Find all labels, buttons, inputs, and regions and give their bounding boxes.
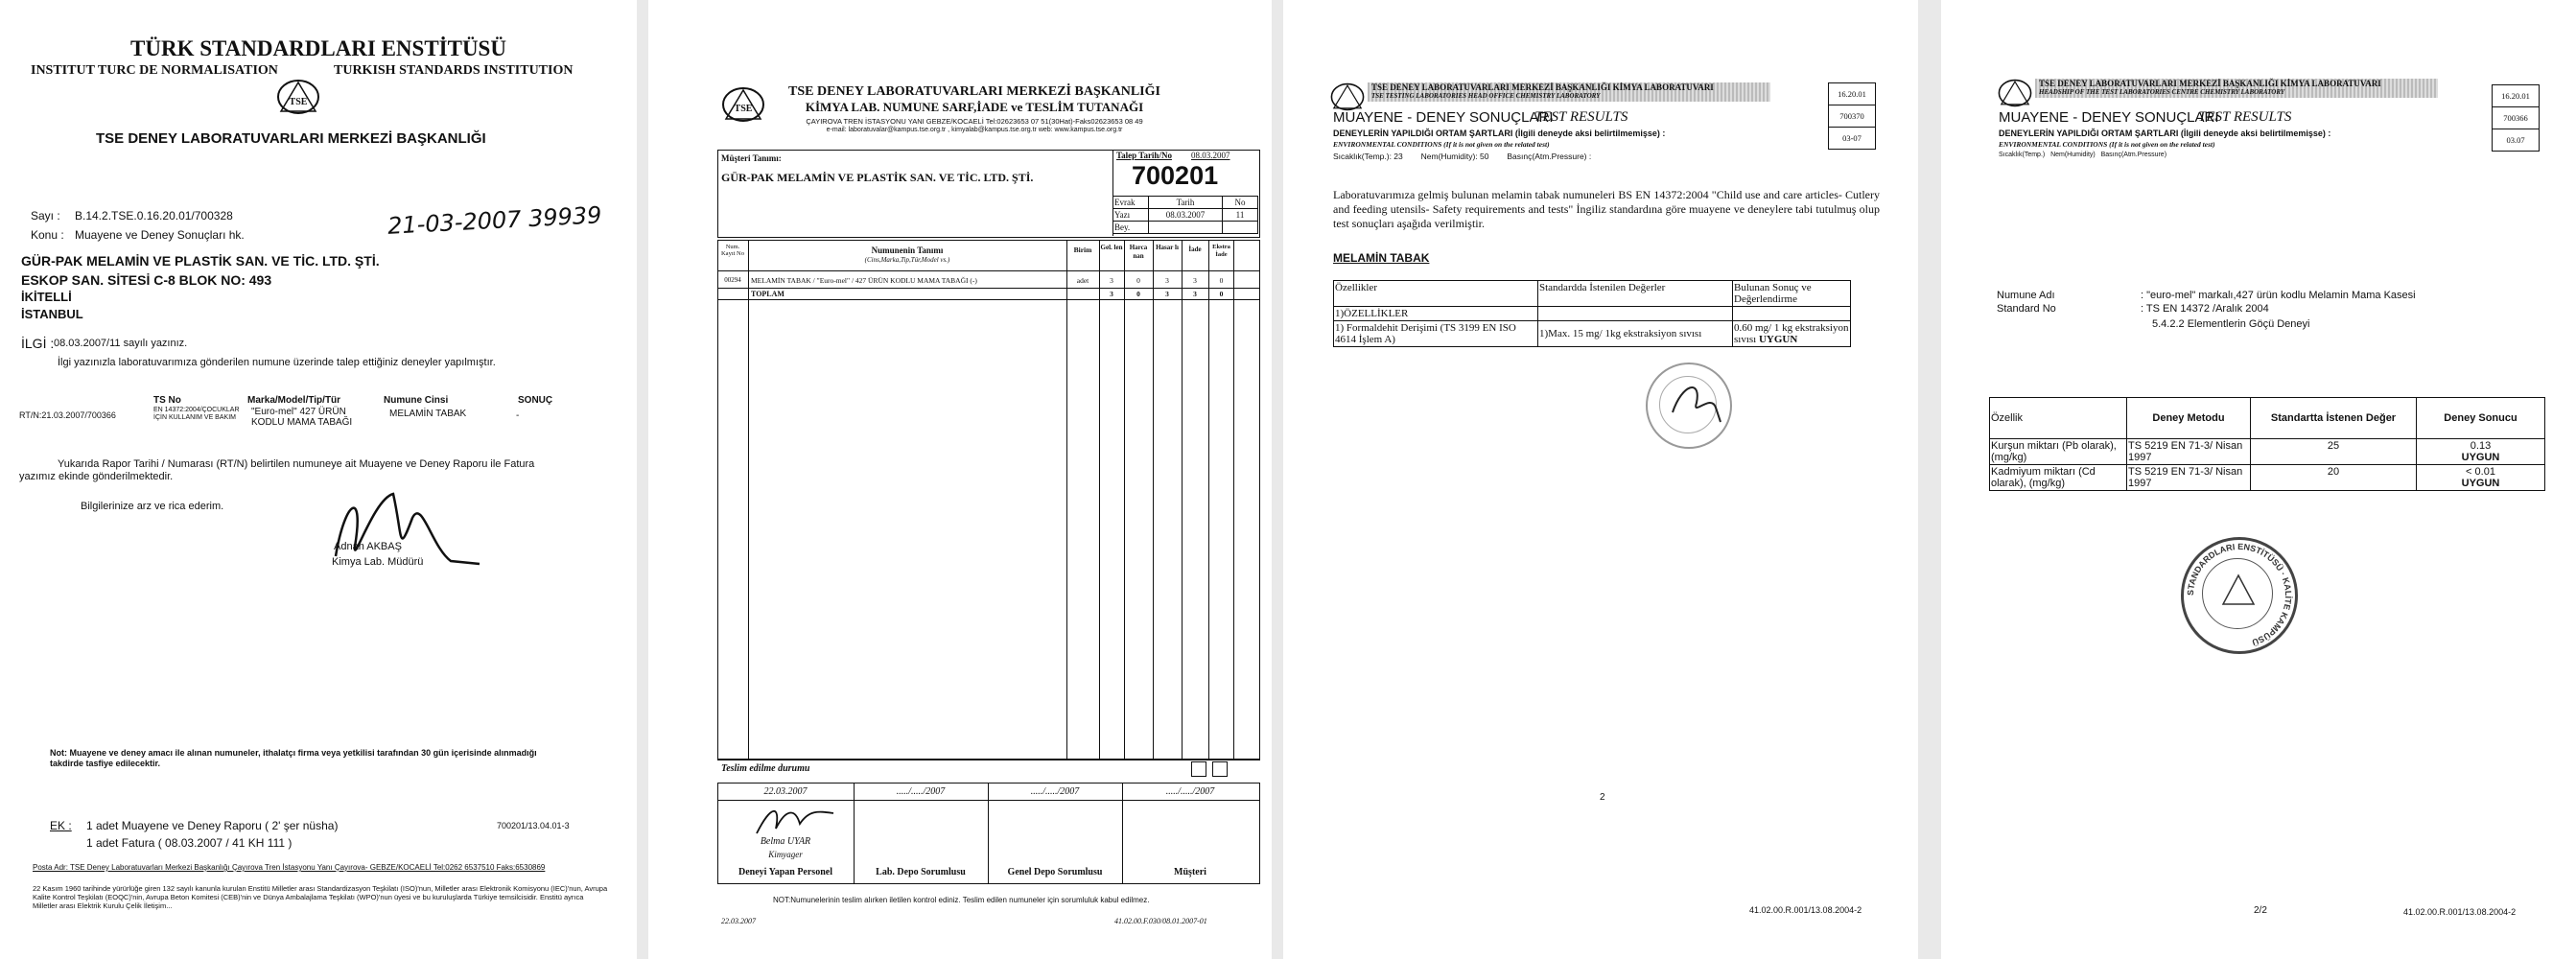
page-number: 2/2 [2254, 905, 2267, 916]
musteri-label: Müşteri Tanımı: [721, 153, 782, 163]
header-line-2: TSE TESTING LABORATORIES HEAD OFFICE CHEMISTRY LABORATORY [1371, 92, 1601, 100]
results-title-tr: MUAYENE - DENEY SONUÇLARI [1999, 109, 2219, 126]
marka-value: "Euro-mel" 427 ÜRÜN KODLU MAMA TABAĞI [251, 407, 353, 428]
row-1-required: 25 [2251, 439, 2417, 465]
col-line [1153, 240, 1154, 760]
test-results-page-2 [1941, 0, 2576, 959]
row1-birim: adet [1076, 276, 1089, 285]
total-label: TOPLAM [751, 290, 785, 298]
col-header-tanim: Numunenin Tanımı [871, 246, 944, 255]
th-required: Standardda İstenilen Değerler [1538, 281, 1733, 307]
col-line [1182, 240, 1183, 760]
col-header-tsno: TS No [153, 395, 181, 406]
col-header-gelen: Gel. len [1100, 244, 1123, 251]
code-1: 16.20.01 [1829, 83, 1876, 105]
total-iade: 3 [1193, 290, 1197, 298]
signature-mark [752, 800, 838, 838]
code-3: 03.07 [2493, 129, 2540, 152]
row1-harcanan: 0 [1136, 276, 1140, 285]
code-box [1828, 82, 1876, 150]
row1-tanim: MELAMİN TABAK / "Euro-mel" / 427 ÜRÜN KODLU MAMA TABAĞI (-) [751, 276, 977, 285]
row-result: 0.60 mg/ 1 kg ekstraksiyon sıvısı [1734, 322, 1849, 345]
date-customer: ...../...../2007 [1165, 786, 1215, 797]
row-1-result: 0.13 [2470, 440, 2492, 452]
col-line [1124, 240, 1125, 760]
footer-code: 41.02.00.R.001/13.08.2004-2 [1749, 905, 1862, 915]
results-table [1333, 280, 1851, 347]
results-table [1989, 397, 2545, 491]
yazi-date: 08.03.2007 [1149, 209, 1223, 222]
body-paragraph-1: İlgi yazınızla laboratuvarımıza gönderilen numune üzerinde talep ettiğiniz deneyler yapılmıştır. [58, 357, 496, 368]
sig-label-lab-depot: Lab. Depo Sorumlusu [876, 867, 966, 877]
footer-date: 22.03.2007 [721, 917, 756, 925]
results-title-en: TEST RESULTS [1534, 109, 1628, 125]
tse-logo-icon [1329, 82, 1366, 111]
page-number: 2 [1600, 792, 1605, 803]
col-header-ekstra: Ekstra İade [1212, 244, 1230, 258]
th-required: Standartta İstenen Değer [2251, 398, 2417, 439]
konu-value: Muayene ve Deney Sonuçları hk. [75, 228, 245, 242]
col-line [1233, 240, 1234, 760]
row1-iade: 3 [1193, 276, 1197, 285]
yazi-no: 11 [1223, 209, 1258, 222]
code-2: 700366 [2493, 107, 2540, 129]
col-header-kayit: Num. Kayıt No [720, 244, 744, 257]
sample-value: : "euro-mel" markalı,427 ürün kodlu Melamin Mama Kasesi [2141, 290, 2416, 301]
row-1-method: TS 5219 EN 71-3/ Nisan 1997 [2127, 439, 2251, 465]
logo-text: TSE [289, 97, 308, 107]
standard-label: Standard No [1997, 303, 2056, 315]
standard-sub: 5.4.2.2 Elementlerin Göçü Deneyi [2152, 318, 2310, 330]
letter-page [0, 0, 637, 959]
row1-gelen: 3 [1110, 276, 1113, 285]
disposal-note: Not: Muayene ve deney amacı ile alınan numuneler, ithalatçı firma veya yetkilisi tarafından 30 gün içerisinde alınmadığı takdirde tasfiye edilecektir. [50, 748, 537, 768]
stamp-text: STANDARDLARI ENSTİTÜSÜ · KALİTE KAMPÜSÜ [2185, 541, 2294, 647]
form-note: NOT:Numunelerinin teslim alırken iletilen kontrol ediniz. Teslim edilen numuneler için sorumluluk kabul edilmez. [773, 896, 1150, 904]
ek-item-1: 1 adet Muayene ve Deney Raporu ( 2' şer nüsha) [86, 819, 339, 832]
divider [717, 270, 1260, 271]
results-title-tr: MUAYENE - DENEY SONUÇLARI [1333, 109, 1554, 126]
checkbox[interactable] [1212, 761, 1228, 777]
date-personnel: 22.03.2007 [763, 786, 808, 797]
row1-kayit: 00294 [724, 276, 741, 284]
date-lab-depot: ...../...../2007 [896, 786, 946, 797]
footer-legal: 22 Kasım 1960 tarihinde yürürlüğe giren 132 sayılı kanunla kurulan Enstitü Milletler arası Standardizasyon Teşkilatı (ISO)'nun, Milletler arası Elektronik Komisyonu (IEC)'nun, Avrupa Kalite Kontrol Teşkilatı (EOQC)'nin, Avrupa Beton Komitesi (CEB)'nin ve Dünya Ambalajlama Teşkilatı (WPO)'nun üyesi ve bu kuruluşlarda Türkiye temsilcisidir. Enstitü ayrıca Milletler arası Elektrik Kurulu Çelik İletişim... [33, 884, 608, 910]
col-line [1099, 240, 1100, 760]
row1-ekstra: 0 [1219, 276, 1224, 285]
signer-role: Kimyager [768, 850, 803, 859]
th-result: Bulunan Sonuç ve Değerlendirme [1733, 281, 1851, 307]
sample-label: Numune Adı [1997, 290, 2055, 301]
delivery-form-page [648, 0, 1272, 959]
standard-value: : TS EN 14372 /Aralık 2004 [2141, 303, 2269, 315]
address-street: ESKOP SAN. SİTESİ C-8 BLOK NO: 493 [21, 272, 272, 288]
address-company: GÜR-PAK MELAMİN VE PLASTİK SAN. VE TİC. LTD. ŞTİ. [21, 253, 380, 269]
col-header-harcanan: Harca nan [1129, 244, 1148, 260]
col-line [1066, 240, 1067, 760]
header-line-1: TSE DENEY LABORATUVARLARI MERKEZİ BAŞKANLIĞI KİMYA LABORATUVARI [2039, 79, 2381, 88]
header-line-2: HEADSHIP OF THE TEST LABORATORIES CENTRE CHEMISTRY LABORATORY [2039, 88, 2285, 96]
th-result: Deney Sonucu [2417, 398, 2545, 439]
ilgi-label: İLGİ : [21, 336, 55, 351]
ek-reference: 700201/13.04.01-3 [497, 821, 570, 830]
row-2-required: 20 [2251, 465, 2417, 491]
teslim-label: Teslim edilme durumu [721, 763, 810, 774]
handwritten-date: 21-03-2007 39939 [386, 201, 603, 240]
col-header-tanim-sub: (Cins,Marka,Tip,Tür,Model vs.) [864, 256, 950, 264]
cins-value: MELAMİN TABAK [389, 409, 467, 419]
conditions-en: ENVIRONMENTAL CONDITIONS (If it is not given on the related test) [1999, 140, 2215, 149]
footer-code: 41.02.00.R.001/13.08.2004-2 [2403, 907, 2517, 917]
th-property: Özellikler [1334, 281, 1538, 307]
sonuc-value: - [516, 410, 520, 421]
musteri-value: GÜR-PAK MELAMİN VE PLASTİK SAN. VE TİC. LTD. ŞTİ. [721, 171, 1034, 184]
total-gelen: 3 [1110, 290, 1113, 298]
items-table [717, 240, 1260, 760]
intro-paragraph: Laboratuvarımıza gelmiş bulunan melamin tabak numuneleri BS EN 14372:2004 "Child use and care articles- Cutlery and feeding utensils- Safety requirements and tests" İngiliz standardına göre muayene ve deneylere tabi tutulmuş olup test sonuçları aşağıda verilmiştir. [1333, 188, 1880, 230]
total-hasarli: 3 [1165, 290, 1169, 298]
footer-address: Posta Adr: TSE Deney Laboratuvarları Merkezi Başkanlığı Çayırova Tren İstasyonu Yanı Çayırova- GEBZE/KOCAELİ Tel:0262 6537510 Faks:6530869 [33, 863, 546, 872]
th-property: Özellik [1990, 398, 2127, 439]
test-results-page-1 [1283, 0, 1918, 959]
checkbox[interactable] [1191, 761, 1206, 777]
form-title-1: TSE DENEY LABORATUVARLARI MERKEZİ BAŞKANLIĞI [788, 84, 1160, 99]
mini-header-date: Tarih [1149, 197, 1223, 209]
row-required: 1)Max. 15 mg/ 1kg ekstraksiyon sıvısı [1538, 321, 1733, 347]
code-box [2492, 84, 2540, 152]
signer-title: Kimya Lab. Müdürü [332, 556, 424, 568]
mini-header-no: No [1223, 197, 1258, 209]
form-address: ÇAYIROVA TREN İSTASYONU YANI GEBZE/KOCAELİ Tel:02623653 07 51(30Hat)-Faks02623653 08 49 [806, 117, 1143, 126]
col-line [1208, 240, 1209, 760]
ek-label: EK : [50, 819, 72, 832]
report-number: 700201 [1132, 161, 1219, 190]
form-email: e-mail: laboratuvalar@kampus.tse.org.tr , kimyalab@kampus.tse.org.tr web: www.kampus.tse.org.tr [826, 127, 1123, 133]
row1-hasarli: 3 [1165, 276, 1169, 285]
row-property: 1) Formaldehit Derişimi (TS 3199 EN ISO 4614 İşlem A) [1334, 321, 1538, 347]
sig-label-general-depot: Genel Depo Sorumlusu [1007, 867, 1103, 877]
row-2-result: < 0.01 [2466, 466, 2495, 478]
col-header-birim: Birim [1073, 246, 1092, 254]
col-header-cins: Numune Cinsi [384, 395, 449, 406]
conditions-en: ENVIRONMENTAL CONDITIONS (If it is not given on the related test) [1333, 140, 1550, 149]
evrak-label: Evrak [1113, 197, 1149, 209]
tse-logo-icon [1997, 79, 2033, 107]
address-district: İKİTELLİ [21, 290, 72, 304]
section-title: MELAMİN TABAK [1333, 251, 1430, 265]
date-general-depot: ...../...../2007 [1030, 786, 1080, 797]
divider [717, 288, 1260, 289]
row-1-property: Kurşun miktarı (Pb olarak), (mg/kg) [1990, 439, 2127, 465]
th-method: Deney Metodu [2127, 398, 2251, 439]
signer-name: Belma UYAR [760, 836, 811, 847]
rtn-value: RT/N:21.03.2007/700366 [19, 410, 116, 420]
address-city: İSTANBUL [21, 307, 83, 321]
col-header-marka: Marka/Model/Tip/Tür [247, 395, 341, 406]
yazi-label: Yazı [1113, 209, 1149, 222]
code-3: 03-07 [1829, 128, 1876, 150]
sig-label-customer: Müşteri [1174, 867, 1206, 877]
row-verdict: UYGUN [1758, 334, 1798, 345]
total-ekstra: 0 [1219, 290, 1224, 298]
divider [717, 299, 1260, 300]
conditions-tr: DENEYLERİN YAPILDIĞI ORTAM ŞARTLARI (İlgili deneyde aksi belirtilmemişse) : [1999, 129, 2331, 138]
bey-label: Bey. [1113, 222, 1149, 234]
col-header-hasarli: Hasar lı [1156, 244, 1179, 251]
logo-text: TSE [734, 104, 753, 114]
footer-code: 41.02.00.F.030/08.01.2007-01 [1114, 917, 1207, 925]
col-line [748, 240, 749, 760]
body-paragraph-2: Yukarıda Rapor Tarihi / Numarası (RT/N) belirtilen numuneye ait Muayene ve Deney Raporu ile Fatura yazımız ekinde gönderilmektedir. [19, 458, 535, 482]
talep-date: 08.03.2007 [1191, 151, 1230, 160]
ek-item-2: 1 adet Fatura ( 08.03.2007 / 41 KH 111 ) [86, 836, 293, 850]
institute-name-en: TURKISH STANDARDS INSTITUTION [334, 63, 574, 78]
institute-name-fr: INSTITUT TURC DE NORMALISATION [31, 63, 278, 78]
col-header-iade: İade [1188, 246, 1202, 253]
col-header-sonuc: SONUÇ [518, 395, 553, 406]
row-1-verdict: UYGUN [2461, 452, 2500, 463]
code-2: 700370 [1829, 105, 1876, 128]
sig-label-personnel: Deneyi Yapan Personel [738, 867, 832, 877]
conditions-tr: DENEYLERİN YAPILDIĞI ORTAM ŞARTLARI (İlgili deneyde aksi belirtilmemişse) : [1333, 129, 1666, 138]
sayi-label: Sayı : [31, 209, 60, 222]
institute-title: TÜRK STANDARDLARI ENSTİTÜSÜ [130, 36, 506, 60]
group-label: 1)ÖZELLİKLER [1334, 307, 1538, 321]
konu-label: Konu : [31, 228, 64, 242]
talep-label: Talep Tarih/No [1116, 151, 1172, 160]
tsno-value: EN 14372:2004/ÇOCUKLAR İÇİN KULLANIM VE BAKIM [153, 407, 240, 421]
header-line-1: TSE DENEY LABORATUVARLARI MERKEZİ BAŞKANLIĞI KİMYA LABORATUVARI [1371, 82, 1714, 92]
sayi-value: B.14.2.TSE.0.16.20.01/700328 [75, 209, 233, 222]
form-title-2: KİMYA LAB. NUMUNE SARF,İADE ve TESLİM TUTANAĞI [805, 100, 1144, 114]
total-harcanan: 0 [1136, 290, 1140, 298]
tse-logo-icon [2219, 572, 2258, 610]
row-2-property: Kadmiyum miktarı (Cd olarak), (mg/kg) [1990, 465, 2127, 491]
row-2-method: TS 5219 EN 71-3/ Nisan 1997 [2127, 465, 2251, 491]
ilgi-value: 08.03.2007/11 sayılı yazınız. [54, 338, 188, 349]
conditions-values: Sıcaklık(Temp.) Nem(Humidity) Basınç(Atm.Pressure) [1999, 152, 2167, 158]
results-title-en: TEST RESULTS [2198, 109, 2292, 125]
signature-mark [1663, 374, 1730, 432]
lab-title: TSE DENEY LABORATUVARLARI MERKEZİ BAŞKANLIĞI [96, 130, 486, 147]
conditions-values: Sıcaklık(Temp.): 23 Nem(Humidity): 50 Basınç(Atm.Pressure) : [1333, 152, 1592, 161]
row-2-verdict: UYGUN [2461, 478, 2500, 489]
code-1: 16.20.01 [2493, 85, 2540, 107]
body-paragraph-3: Bilgilerinize arz ve rica ederim. [81, 501, 224, 512]
signer-name: Adnan AKBAŞ [334, 541, 402, 552]
evrak-table [1112, 196, 1258, 234]
